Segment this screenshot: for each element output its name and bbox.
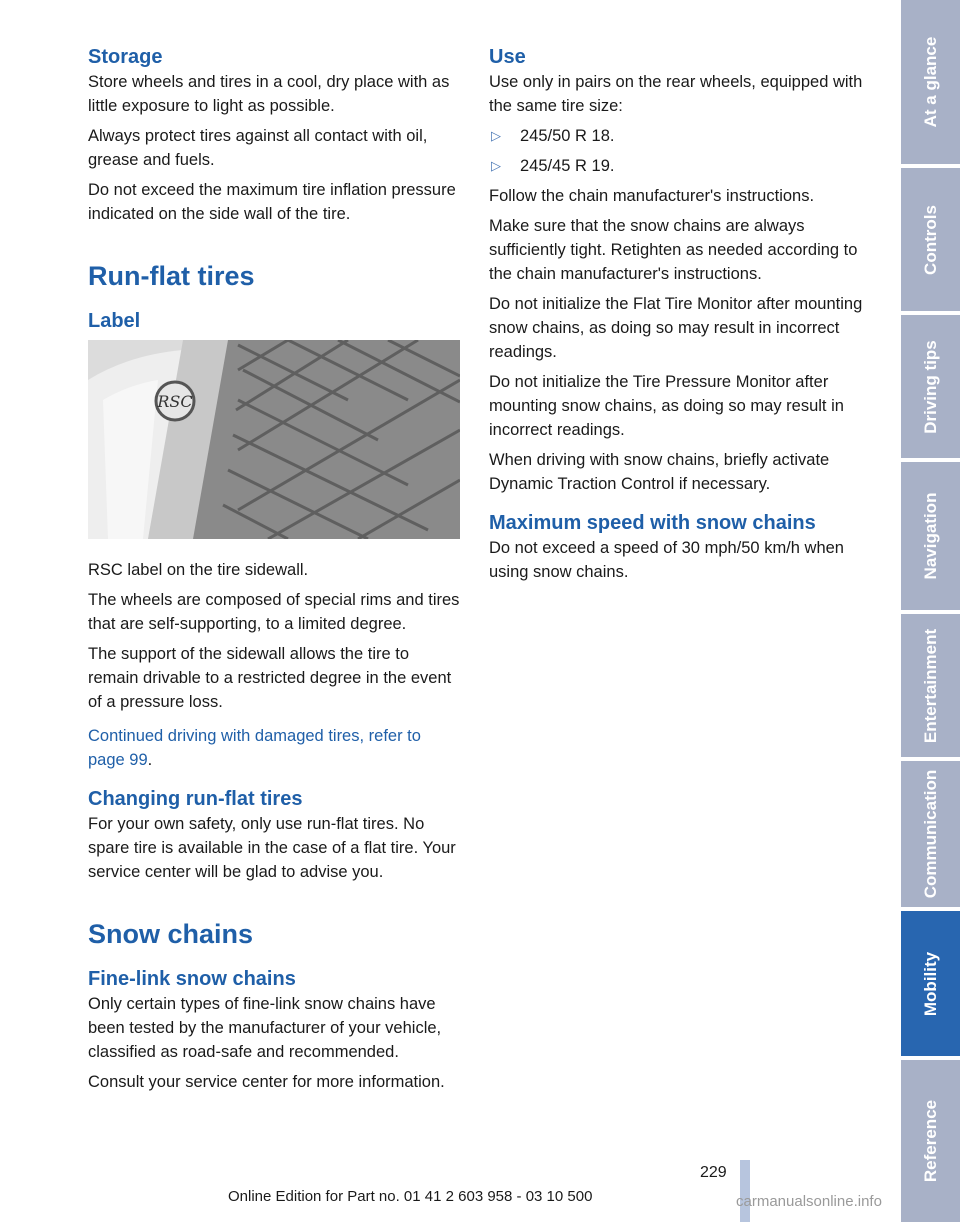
fine-link-heading: Fine-link snow chains xyxy=(88,968,296,990)
tab-label: At a glance xyxy=(920,36,940,128)
footer-watermark: carmanualsonline.info xyxy=(736,1193,882,1210)
instruction-paragraph: Do not initialize the Flat Tire Monitor after mounting snow chains, as doing so may result in incorrect readings. xyxy=(489,295,863,361)
link-suffix: . xyxy=(147,751,153,769)
figure-caption: RSC label on the tire sidewall. xyxy=(88,561,309,579)
tab-label: Mobility xyxy=(920,951,940,1016)
runflat-paragraph: The support of the sidewall allows the tire to remain drivable to a restricted degree in the event of a pressure loss. xyxy=(88,645,452,711)
snow-chains-heading: Snow chains xyxy=(88,919,254,949)
snow-paragraph: Consult your service center for more information. xyxy=(88,1073,445,1091)
chapter-sidebar xyxy=(901,0,960,1222)
tire-size: 245/50 R 18. xyxy=(520,127,615,145)
changing-runflat-heading: Changing run-flat tires xyxy=(88,788,303,810)
triangle-bullet-icon: ▷ xyxy=(491,128,501,143)
tab-communication[interactable] xyxy=(901,761,960,907)
tab-mobility[interactable] xyxy=(901,911,960,1056)
tab-driving-tips[interactable] xyxy=(901,315,960,458)
label-heading: Label xyxy=(88,310,141,332)
instruction-paragraph: When driving with snow chains, briefly activate Dynamic Traction Control if necessary. xyxy=(489,451,830,493)
tire-size-list xyxy=(489,124,863,178)
tab-controls[interactable] xyxy=(901,168,960,311)
tab-label: Driving tips xyxy=(920,339,940,434)
list-item xyxy=(489,154,863,178)
tab-label: Reference xyxy=(920,1099,940,1183)
right-column xyxy=(489,44,863,590)
use-heading: Use xyxy=(489,46,526,68)
footer-edition-text: Online Edition for Part no. 01 41 2 603 958 - 03 10 500 xyxy=(228,1188,593,1205)
max-speed-heading: Maximum speed with snow chains xyxy=(489,512,816,534)
tab-label: Controls xyxy=(920,204,940,275)
runflat-paragraph: The wheels are composed of special rims and tires that are self-supporting, to a limited degree. xyxy=(88,591,460,633)
runflat-heading: Run-flat tires xyxy=(88,261,255,291)
tab-label: Communication xyxy=(920,769,940,899)
storage-paragraph: Store wheels and tires in a cool, dry place with as little exposure to light as possible. xyxy=(88,73,450,115)
instruction-paragraph: Do not initialize the Tire Pressure Monitor after mounting snow chains, as doing so may result in incorrect readings. xyxy=(489,373,844,439)
tab-label: Navigation xyxy=(920,492,940,580)
changing-runflat-paragraph: For your own safety, only use run-flat tires. No spare tire is available in the case of a flat tire. Your service center will be glad to advise you. xyxy=(88,815,456,881)
use-paragraph: Use only in pairs on the rear wheels, equipped with the same tire size: xyxy=(489,73,863,115)
rsc-tire-illustration xyxy=(88,340,460,539)
tab-label: Entertainment xyxy=(920,628,940,743)
max-speed-paragraph: Do not exceed a speed of 30 mph/50 km/h when using snow chains. xyxy=(489,539,844,581)
page-number-bar xyxy=(740,1160,750,1222)
instruction-paragraph: Make sure that the snow chains are always sufficiently tight. Retighten as needed according to the chain manufacturer's instructions. xyxy=(489,217,858,283)
left-column xyxy=(88,44,462,1100)
storage-heading: Storage xyxy=(88,46,163,68)
tire-size: 245/45 R 19. xyxy=(520,157,615,175)
snow-paragraph: Only certain types of fine-link snow chains have been tested by the manufacturer of your vehicle, classified as road-safe and recommended. xyxy=(88,995,442,1061)
instruction-paragraph: Follow the chain manufacturer's instructions. xyxy=(489,187,815,205)
page-reference-link[interactable]: Continued driving with damaged tires, refer to page 99 xyxy=(88,727,421,769)
tab-at-a-glance[interactable] xyxy=(901,0,960,164)
svg-text:RSC: RSC xyxy=(157,392,193,411)
triangle-bullet-icon: ▷ xyxy=(491,158,501,173)
list-item xyxy=(489,124,863,148)
storage-paragraph: Do not exceed the maximum tire inflation pressure indicated on the side wall of the tire. xyxy=(88,181,456,223)
tab-entertainment[interactable] xyxy=(901,614,960,757)
page-number: 229 xyxy=(700,1164,727,1181)
tab-navigation[interactable] xyxy=(901,462,960,610)
tab-reference[interactable] xyxy=(901,1060,960,1222)
crossref-paragraph xyxy=(88,724,462,772)
storage-paragraph: Always protect tires against all contact with oil, grease and fuels. xyxy=(88,127,428,169)
